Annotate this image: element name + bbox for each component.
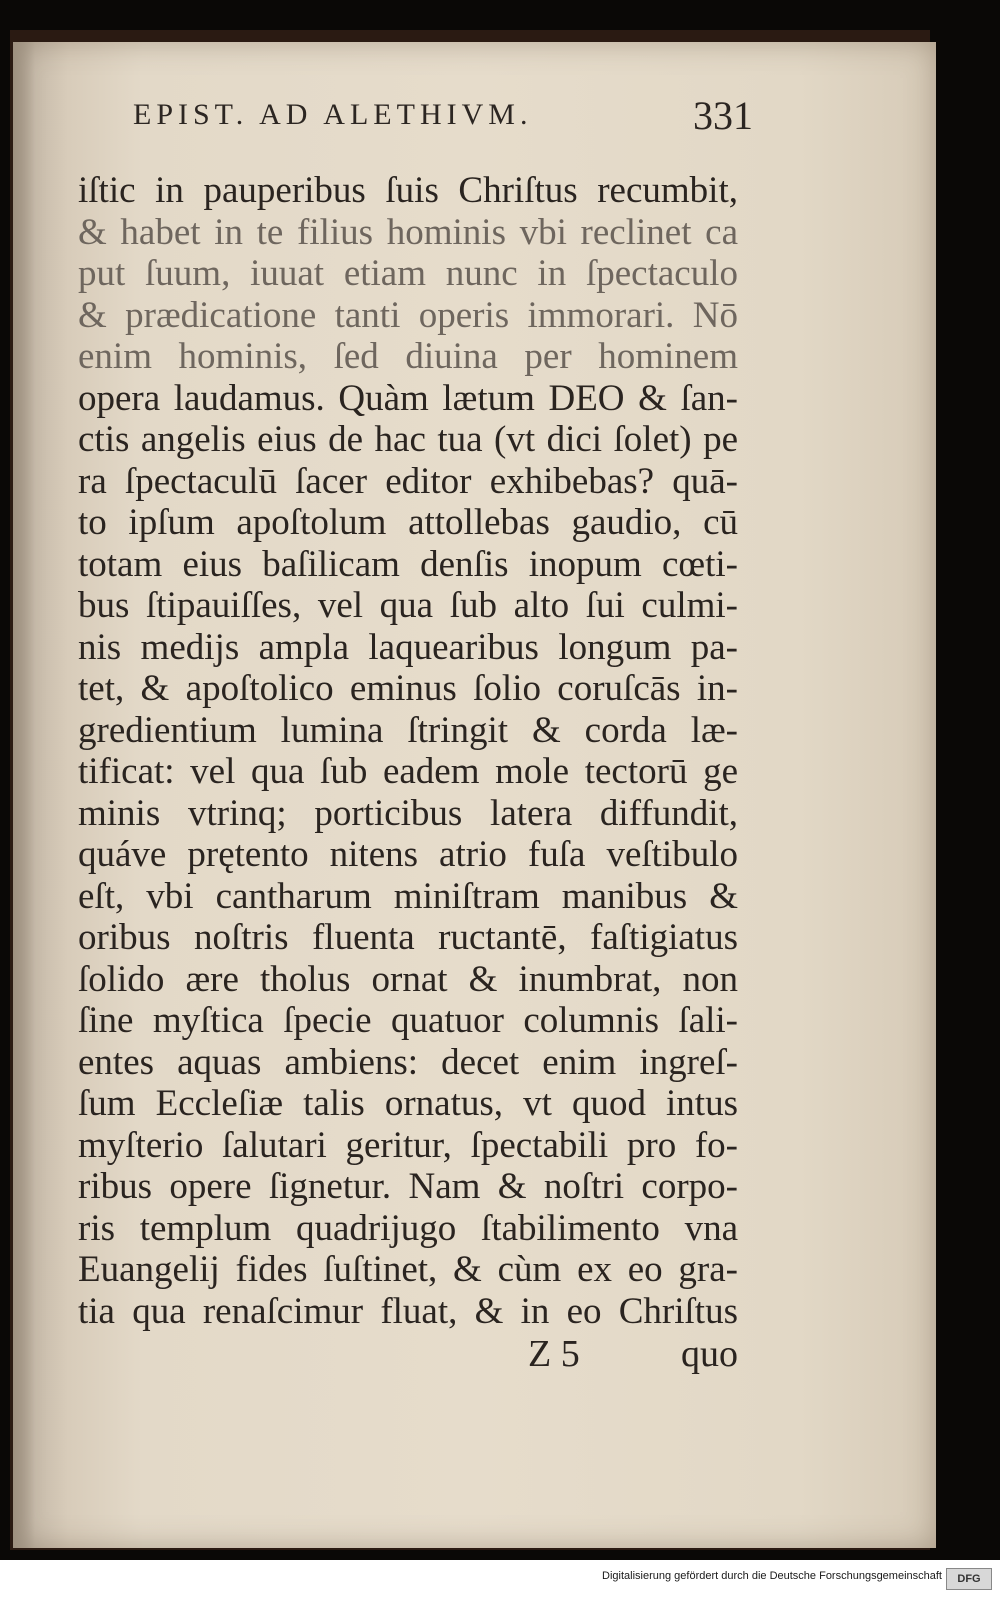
text-line: Euangelij fides ſuſtinet, & cùm ex eo gra- <box>78 1249 738 1290</box>
text-line: nis medijs ampla laquearibus longum pa- <box>78 626 738 668</box>
text-line: ſum Eccleſiæ talis ornatus, vt quod intus <box>78 1083 738 1124</box>
text-line: gredientium lumina ſtringit & corda læ- <box>78 709 738 751</box>
text-line: iſtic in pauperibus ſuis Chriſtus recumbit, <box>78 170 738 211</box>
signature-mark: Z 5 <box>528 1333 580 1375</box>
text-line: bus ſtipauiſſes, vel qua ſub alto ſui culmi- <box>78 585 738 626</box>
text-line: & prædicatione tanti operis immorari. Nō <box>78 294 738 336</box>
dfg-logo-icon: DFG <box>946 1568 992 1590</box>
text-line: ſine myſtica ſpecie quatuor columnis ſali- <box>78 1000 738 1041</box>
text-line: oribus noſtris fluenta ructantē, faſtigiatus <box>78 917 738 958</box>
text-line: ctis angelis eius de hac tua (vt dici ſolet) pe <box>78 419 738 460</box>
catchword: quo <box>681 1333 738 1375</box>
book-page <box>13 42 936 1548</box>
body-text <box>78 170 738 1332</box>
text-line: entes aquas ambiens: decet enim ingreſ- <box>78 1041 738 1083</box>
text-line: tia qua renaſcimur fluat, & in eo Chriſtus <box>78 1290 738 1332</box>
running-head: EPIST. AD ALETHIVM. <box>133 98 533 131</box>
page-gutter-shadow <box>13 42 35 1548</box>
text-line: opera laudamus. Quàm lætum DEO & ſan- <box>78 377 738 419</box>
text-line: enim hominis, ſed diuina per hominem <box>78 336 738 377</box>
text-line: ra ſpectaculū ſacer editor exhibebas? quā- <box>78 460 738 502</box>
text-line: myſterio ſalutari geritur, ſpectabili pro fo- <box>78 1124 738 1166</box>
digitization-footer <box>0 1560 1000 1598</box>
text-line: ris templum quadrijugo ſtabilimento vna <box>78 1207 738 1249</box>
text-line: tificat: vel qua ſub eadem mole tectorū ge <box>78 751 738 792</box>
text-line: put ſuum, iuuat etiam nunc in ſpectaculo <box>78 253 738 294</box>
text-line: minis vtrinq; porticibus latera diffundit, <box>78 792 738 834</box>
text-line: eſt, vbi cantharum miniſtram manibus & <box>78 875 738 917</box>
text-line: quáve prętento nitens atrio fuſa veſtibulo <box>78 834 738 875</box>
text-line: tet, & apoſtolico eminus ſolio coruſcās in- <box>78 668 738 709</box>
page-footer <box>528 1332 738 1382</box>
text-line: ſolido ære tholus ornat & inumbrat, non <box>78 958 738 1000</box>
page-header <box>133 92 753 152</box>
page-number: 331 <box>693 93 753 138</box>
text-line: to ipſum apoſtolum attollebas gaudio, cū <box>78 502 738 543</box>
funding-credit: Digitalisierung gefördert durch die Deutsche Forschungsgemeinschaft <box>602 1570 942 1582</box>
text-line: totam eius baſilicam denſis inopum cœti- <box>78 543 738 585</box>
text-line: ribus opere ſignetur. Nam & noſtri corpo- <box>78 1166 738 1207</box>
text-line: & habet in te filius hominis vbi reclinet ca <box>78 211 738 253</box>
